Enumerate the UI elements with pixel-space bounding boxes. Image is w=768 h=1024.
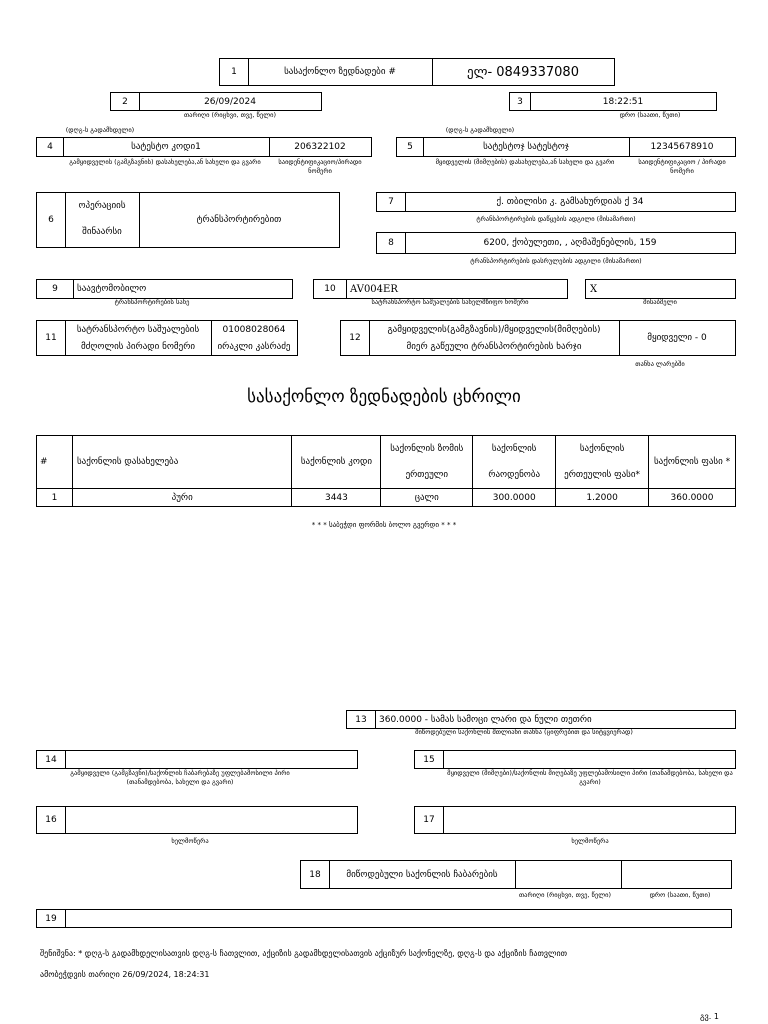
time-vat-note: (დღგ-ს გადამხდელი) bbox=[445, 126, 515, 134]
goods-table bbox=[36, 435, 736, 507]
transport-type-field bbox=[36, 279, 293, 299]
driver-label-1: სატრანსპორტო საშუალების bbox=[76, 325, 200, 335]
invoice-header bbox=[219, 58, 615, 86]
buyer-name-caption: მყიდველის (მიმღების) დასახელება,ან სახელი და გვარი bbox=[435, 158, 615, 166]
row-total: 360.0000 bbox=[649, 489, 736, 507]
transport-type: საავტომობილო bbox=[77, 284, 147, 294]
row-name: პური bbox=[72, 489, 292, 507]
time-field bbox=[509, 92, 717, 111]
seller-signatory-caption: გამყიდველი (გამგზავნი)/საქონლის ჩაბარებაზე უფლებამოსილი პირი (თანამდებობა, სახელი და გვარი) bbox=[70, 769, 290, 786]
seller-id-caption: საიდენტიფიკაციო/პირადი ნომერი bbox=[278, 158, 362, 175]
last-page-note: * * * საბეჭდი ფორმის ბოლო გვერდი * * * bbox=[311, 521, 457, 529]
page-number: გვ. 1 bbox=[700, 1012, 719, 1021]
header-price bbox=[556, 436, 649, 489]
seller-signatory-field bbox=[36, 750, 358, 769]
total-value: 360.0000 - სამას სამოცი ლარი და ნული თეთრი bbox=[379, 714, 592, 725]
table-row bbox=[37, 489, 736, 507]
header-unit-1: საქონლის ზომის bbox=[390, 444, 464, 454]
field-number-6: 6 bbox=[48, 215, 54, 225]
cost-value: მყიდველი - 0 bbox=[647, 333, 707, 343]
row-num: 1 bbox=[37, 489, 73, 507]
field-number-14: 14 bbox=[45, 754, 57, 765]
delivery-time-caption: დრო (საათი, წუთი) bbox=[649, 891, 711, 899]
plate-number: AV004ER bbox=[350, 283, 398, 295]
field-number-1: 1 bbox=[231, 67, 237, 77]
field-number-4: 4 bbox=[47, 142, 53, 152]
start-address: ქ. თბილისი კ. გამსახურდიას ქ 34 bbox=[496, 197, 644, 207]
field-number-3: 3 bbox=[517, 96, 523, 107]
field-number-8: 8 bbox=[388, 238, 394, 248]
field-number-12: 12 bbox=[349, 333, 361, 343]
field-number-5: 5 bbox=[407, 142, 413, 152]
buyer-signatory-caption: მყიდველი (მიმღები)/საქონლის მიღებაზე უფლებამოსილი პირი (თანამდებობა, სახელი და გვარი) bbox=[447, 769, 733, 786]
delivery-label: მიწოდებული საქონლის ჩაბარების bbox=[346, 869, 498, 880]
transport-type-caption: ტრანსპორტირების სახე bbox=[114, 298, 190, 306]
header-unit bbox=[381, 436, 473, 489]
field-number-17: 17 bbox=[423, 815, 435, 825]
seller-field bbox=[36, 137, 372, 157]
time-caption: დრო (საათი, წუთი) bbox=[619, 111, 681, 119]
date-vat-note: (დღგ-ს გადამხდელი) bbox=[65, 126, 135, 134]
seller-name: სატესტო კოდი1 bbox=[131, 142, 201, 152]
driver-name: ირაკლი კასრაძე bbox=[217, 342, 291, 352]
field-number-10: 10 bbox=[324, 284, 336, 294]
buyer-id: 12345678910 bbox=[650, 142, 714, 152]
start-address-caption: ტრანსპორტირების დაწყების ადგილი (მისამართი) bbox=[476, 215, 636, 223]
seller-id: 206322102 bbox=[294, 142, 346, 152]
buyer-name: სატესტოჯ სატესტოჯ bbox=[483, 142, 569, 152]
field-19 bbox=[36, 909, 732, 928]
buyer-signature-caption: ხელმოწერა bbox=[571, 837, 609, 845]
cost-label-2: მიერ გაწეული ტრანსპორტირების ხარჯი bbox=[406, 342, 582, 352]
field-number-16: 16 bbox=[45, 815, 57, 825]
operation-value: ტრანსპორტირებით bbox=[196, 215, 282, 225]
end-address-field bbox=[376, 232, 736, 254]
operation-label-2: შინაარსი bbox=[82, 227, 122, 237]
header-qty bbox=[473, 436, 556, 489]
print-date: ამობეჭდვის თარიღი 26/09/2024, 18:24:31 bbox=[40, 970, 210, 979]
invoice-number: ელ- 0849337080 bbox=[467, 64, 579, 80]
goods-header-row bbox=[37, 436, 736, 489]
seller-signature-caption: ხელმოწერა bbox=[171, 837, 209, 845]
trailer-caption: მისაბმელი bbox=[643, 298, 677, 306]
header-qty-1: საქონლის bbox=[491, 444, 537, 454]
cost-label-1: გამყიდველის(გამგზავნის)/მყიდველის(მიმღების) bbox=[387, 325, 601, 335]
field-number-9: 9 bbox=[52, 284, 58, 294]
buyer-field bbox=[396, 137, 736, 157]
field-number-13: 13 bbox=[355, 714, 367, 725]
plate-caption: სატრანსპორტო საშუალების სახელმწიფო ნომერი bbox=[371, 298, 529, 306]
footnote-note: შენიშვნა: * დღგ-ს გადამხდელისათვის დღგ-ს ჩათვლით, აქციზის გადამხდელისათვის აქციზურ საქონელზე, დღგ-ს და აქციზის ჩათვლით bbox=[40, 949, 568, 958]
driver-label-2: მძღოლის პირადი ნომერი bbox=[80, 342, 196, 352]
total-field bbox=[346, 710, 736, 729]
header-code: საქონლის კოდი bbox=[292, 436, 381, 489]
header-unit-2: ერთეული bbox=[405, 470, 449, 480]
date-field bbox=[110, 92, 322, 111]
header-qty-2: რაოდენობა bbox=[488, 470, 541, 480]
seller-name-caption: გამყიდველის (გამგზავნის) დასახელება,ან სახელი და გვარი bbox=[69, 158, 261, 166]
date-value: 26/09/2024 bbox=[204, 96, 256, 107]
operation-label-1: ოპერაციის bbox=[78, 201, 126, 211]
seller-signature-field bbox=[36, 806, 358, 834]
date-caption: თარიღი (რიცხვი, თვე, წელი) bbox=[183, 111, 277, 119]
transport-cost-field bbox=[340, 320, 736, 356]
time-value: 18:22:51 bbox=[602, 96, 644, 107]
field-number-19: 19 bbox=[45, 913, 57, 924]
row-unit: ცალი bbox=[381, 489, 473, 507]
plate-field bbox=[313, 279, 568, 299]
total-caption: მიწოდებული საქონლის მთლიანი თანხა (ციფრებით და სიტყვიერად) bbox=[415, 728, 633, 736]
driver-field bbox=[36, 320, 298, 356]
delivery-field bbox=[300, 860, 732, 889]
header-name: საქონლის დასახელება bbox=[72, 436, 292, 489]
buyer-id-caption: საიდენტიფიკაციო / პირადი ნომერი bbox=[638, 158, 726, 175]
row-code: 3443 bbox=[292, 489, 381, 507]
field-number-11: 11 bbox=[45, 333, 57, 343]
cost-caption: თანხა ლარებში bbox=[635, 360, 685, 368]
field-number-18: 18 bbox=[309, 869, 321, 880]
row-price: 1.2000 bbox=[556, 489, 649, 507]
header-price-2: ერთეულის ფასი* bbox=[564, 470, 641, 480]
buyer-signatory-field bbox=[414, 750, 736, 769]
trailer-value: X bbox=[590, 283, 598, 295]
row-qty: 300.0000 bbox=[473, 489, 556, 507]
header-total: საქონლის ფასი * bbox=[649, 436, 736, 489]
start-address-field bbox=[376, 192, 736, 212]
delivery-date-caption: თარიღი (რიცხვი, თვე, წელი) bbox=[518, 891, 612, 899]
field-number-7: 7 bbox=[388, 197, 394, 207]
end-address: 6200, ქობულეთი, , აღმაშენებლის, 159 bbox=[483, 238, 657, 248]
end-address-caption: ტრანსპორტირების დასრულების ადგილი (მისამართი) bbox=[470, 257, 642, 265]
trailer-field bbox=[585, 279, 736, 299]
buyer-signature-field bbox=[414, 806, 736, 834]
field-number-15: 15 bbox=[423, 754, 435, 765]
driver-id: 01008028064 bbox=[222, 325, 286, 335]
header-price-1: საქონლის bbox=[579, 444, 625, 454]
header-num: # bbox=[37, 436, 73, 489]
table-title: სასაქონლო ზედნადების ცხრილი bbox=[247, 387, 521, 407]
operation-field bbox=[36, 192, 340, 248]
field-number-2: 2 bbox=[122, 96, 128, 107]
invoice-label: სასაქონლო ზედნადები # bbox=[284, 67, 396, 77]
